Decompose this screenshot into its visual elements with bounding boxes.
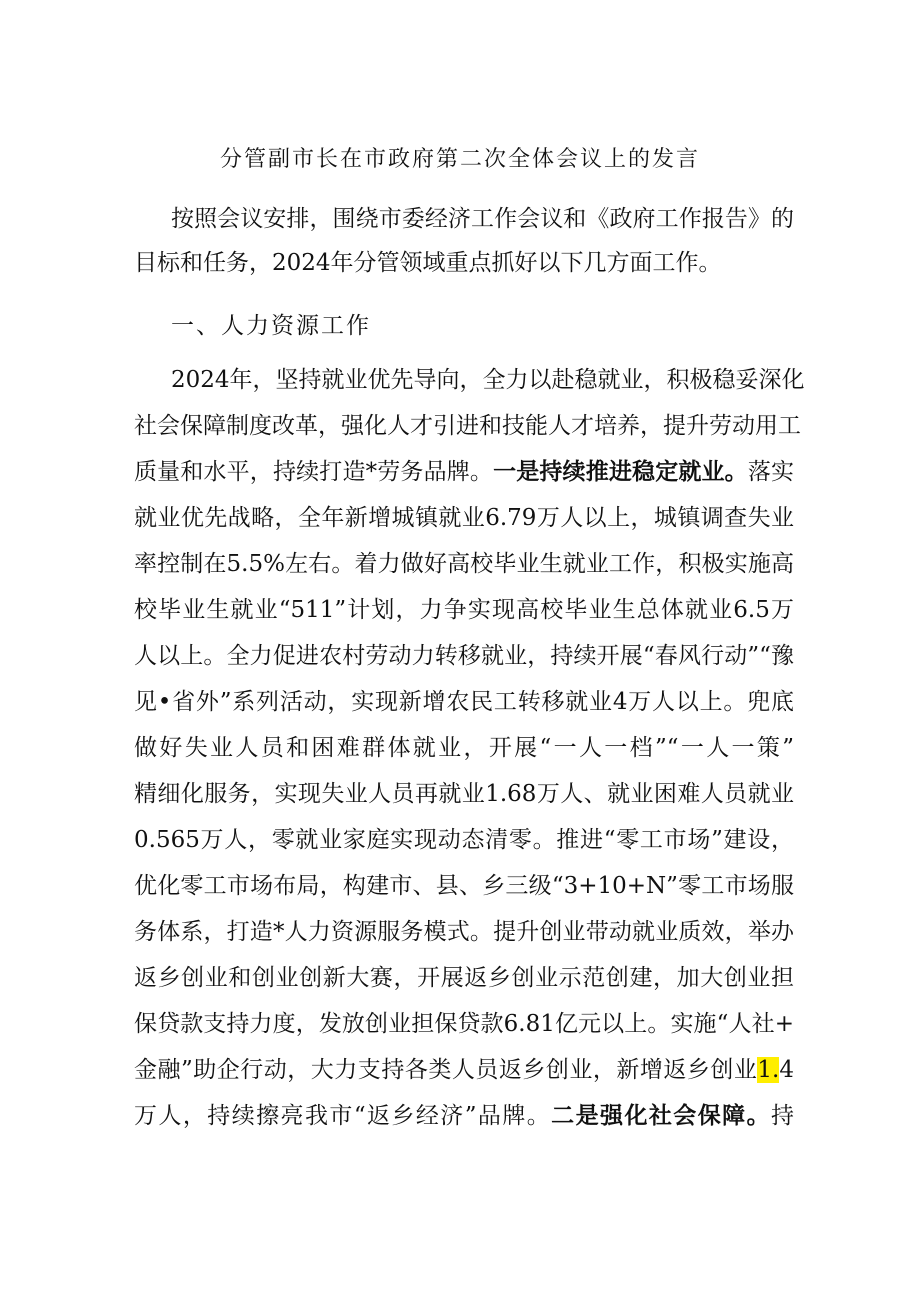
intro-line-2: 目标和任务，2024年分管领域重点抓好以下几方面工作。 bbox=[134, 250, 722, 276]
body-text: 万人，持续擦亮我市“返乡经济”品牌。 bbox=[134, 1103, 552, 1129]
body-line-3 bbox=[134, 450, 794, 494]
body-line-4: 就业优先战略，全年新增城镇就业6.79万人以上，城镇调查失业 bbox=[134, 505, 794, 531]
body-text: 金融”助企行动，大力支持各类人员返乡创业，新增返乡创业 bbox=[134, 1057, 758, 1083]
body-line-7: 人以上。全力促进农村劳动力转移就业，持续开展“春风行动”“豫 bbox=[134, 643, 794, 669]
section-heading: 一、人力资源工作 bbox=[171, 313, 371, 339]
body-line-17 bbox=[134, 1094, 794, 1138]
body-line-11: 0.565万人，零就业家庭实现动态清零。推进“零工市场”建设， bbox=[134, 827, 794, 853]
body-line-1: 2024年，坚持就业优先导向，全力以赴稳就业，积极稳妥深化 bbox=[171, 367, 805, 393]
body-text: 持 bbox=[771, 1103, 794, 1129]
body-line-15: 保贷款支持力度，发放创业担保贷款6.81亿元以上。实施“人社+ bbox=[134, 1011, 794, 1037]
bold-emphasis: 二是强化社会保障。 bbox=[551, 1102, 771, 1129]
intro-line-1: 按照会议安排，围绕市委经济工作会议和《政府工作报告》的 bbox=[171, 206, 794, 232]
document-title: 分管副市长在市政府第二次全体会议上的发言 bbox=[219, 147, 700, 172]
body-line-5: 率控制在5.5%左右。着力做好高校毕业生就业工作，积极实施高 bbox=[134, 551, 794, 577]
body-line-2: 社会保障制度改革，强化人才引进和技能人才培养，提升劳动用工 bbox=[134, 413, 801, 439]
body-line-13: 务体系，打造*人力资源服务模式。提升创业带动就业质效，举办 bbox=[134, 919, 794, 945]
body-text: 落实 bbox=[747, 459, 795, 485]
body-line-16 bbox=[134, 1048, 794, 1092]
body-line-14: 返乡创业和创业创新大赛，开展返乡创业示范创建，加大创业担 bbox=[134, 965, 794, 991]
body-line-12: 优化零工市场布局，构建市、县、乡三级“3+10+N”零工市场服 bbox=[134, 873, 794, 899]
body-line-8: 见•省外”系列活动，实现新增农民工转移就业4万人以上。兜底 bbox=[134, 689, 794, 715]
body-text: 4 bbox=[779, 1057, 794, 1083]
bold-emphasis: 一是持续推进稳定就业。 bbox=[493, 458, 748, 485]
body-line-9: 做好失业人员和困难群体就业，开展“一人一档”“一人一策” bbox=[134, 735, 794, 761]
body-line-10: 精细化服务，实现失业人员再就业1.68万人、就业困难人员就业 bbox=[134, 781, 794, 807]
body-line-6: 校毕业生就业“511”计划，力争实现高校毕业生总体就业6.5万 bbox=[134, 597, 794, 623]
body-text: 质量和水平，持续打造*劳务品牌。 bbox=[134, 459, 494, 485]
highlighted-text: 1. bbox=[757, 1057, 780, 1083]
